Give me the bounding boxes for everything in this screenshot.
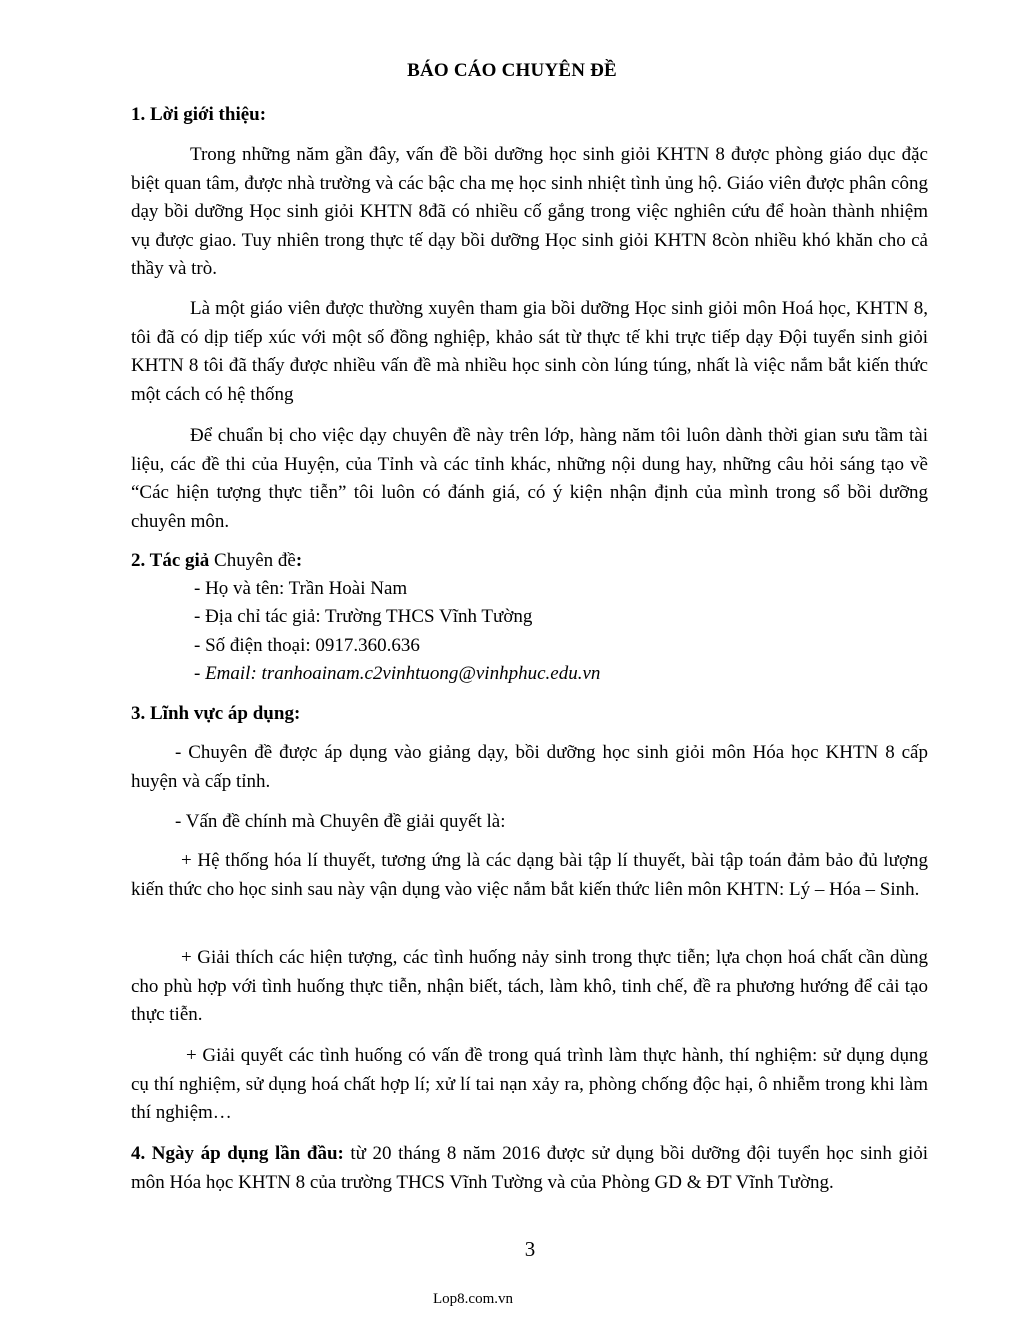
section-3-paragraph-4: + Giải thích các hiện tượng, các tình huống nảy sinh trong thực tiễn; lựa chọn hoá chất cần dùng cho phù hợp với tình huống thực tiễn, nhận biết, tách, làm khô, tinh chế, đề ra phương hướng để cải tạo thực tiễn. [131, 947, 928, 1025]
section-4-text: từ 20 tháng 8 năm 2016 được sử dụng bồi dưỡng đội tuyển học sinh giỏi môn Hóa học KHTN 8 của trường THCS Vĩnh Tường và của Phòng GD & ĐT Vĩnh Tường. [131, 1143, 929, 1193]
footer-source: Lop8.com.vn [433, 1291, 513, 1307]
section-3-paragraph-5: + Giải quyết các tình huống có vấn đề trong quá trình làm thực hành, thí nghiệm: sử dụng dụng cụ thí nghiệm, sử dụng hoá chất hợp lí; xử lí tai nạn xảy ra, phòng chống độc hại, ô nhiễm trong khi làm thí nghiệm… [131, 1045, 928, 1123]
section-2-heading-colon: : [295, 550, 303, 571]
section-3-paragraph-3: + Hệ thống hóa lí thuyết, tương ứng là các dạng bài tập lí thuyết, bài tập toán đảm bảo đủ lượng kiến thức cho học sinh sau này vận dụng vào việc nắm bắt kiến thức liên môn KHTN: Lý – Hóa – Sinh. [131, 850, 928, 900]
section-1-heading: 1. Lời giới thiệu: [131, 104, 267, 125]
section-4-paragraph [131, 1140, 928, 1197]
section-2-heading [131, 550, 302, 572]
document-title: BÁO CÁO CHUYÊN ĐỀ [407, 60, 617, 81]
section-1-paragraph-1: Trong những năm gần đây, vấn đề bồi dưỡng học sinh giỏi KHTN 8 được phòng giáo dục đặc biệt quan tâm, được nhà trường và các bậc cha mẹ học sinh nhiệt tình ủng hộ. Giáo viên được phân công dạy bồi dưỡng Học sinh giỏi KHTN 8đã có nhiều cố gắng trong việc nghiên cứu để hoàn thành nhiệm vụ được giao. Tuy nhiên trong thực tế dạy bồi dưỡng Học sinh giỏi KHTN 8còn nhiều khó khăn cho cả thầy và trò. [131, 144, 928, 279]
page-number: 3 [524, 1237, 536, 1261]
section-2-heading-plain: Chuyên đề [209, 550, 296, 571]
section-2-heading-bold: 2. Tác giả [131, 550, 210, 571]
author-address: - Địa chỉ tác giả: Trường THCS Vĩnh Tường [194, 606, 533, 627]
section-3-paragraph-1: - Chuyên đề được áp dụng vào giảng dạy, bồi dưỡng học sinh giỏi môn Hóa học KHTN 8 cấp huyện và cấp tỉnh. [131, 742, 928, 792]
section-3-heading: 3. Lĩnh vực áp dụng: [131, 703, 301, 724]
author-phone: - Số điện thoại: 0917.360.636 [194, 635, 420, 656]
section-1-paragraph-2: Là một giáo viên được thường xuyên tham gia bồi dưỡng Học sinh giỏi môn Hoá học, KHTN 8, tôi đã có dịp tiếp xúc với một số đồng nghiệp, khảo sát từ thực tế khi trực tiếp dạy Đội tuyển sinh giỏi KHTN 8 tôi đã thấy được nhiều vấn đề mà nhiều học sinh còn lúng túng, nhất là việc nắm bắt kiến thức một cách có hệ thống [131, 298, 928, 405]
section-1-paragraph-3: Để chuẩn bị cho việc dạy chuyên đề này trên lớp, hàng năm tôi luôn dành thời gian sưu tầm tài liệu, các đề thi của Huyện, của Tỉnh và các tỉnh khác, những nội dung hay, những câu hỏi sáng tạo về “Các hiện tượng thực tiễn” tôi luôn có đánh giá, có ý kiện nhận định của mình trong sổ bồi dưỡng chuyên môn. [131, 425, 928, 532]
author-email: - Email: tranhoainam.c2vinhtuong@vinhphuc.edu.vn [194, 663, 601, 684]
section-3-paragraph-2: - Vấn đề chính mà Chuyên đề giải quyết là: [175, 811, 506, 832]
section-4-heading: 4. Ngày áp dụng lần đầu: [131, 1143, 344, 1164]
author-name: - Họ và tên: Trần Hoài Nam [194, 578, 408, 599]
